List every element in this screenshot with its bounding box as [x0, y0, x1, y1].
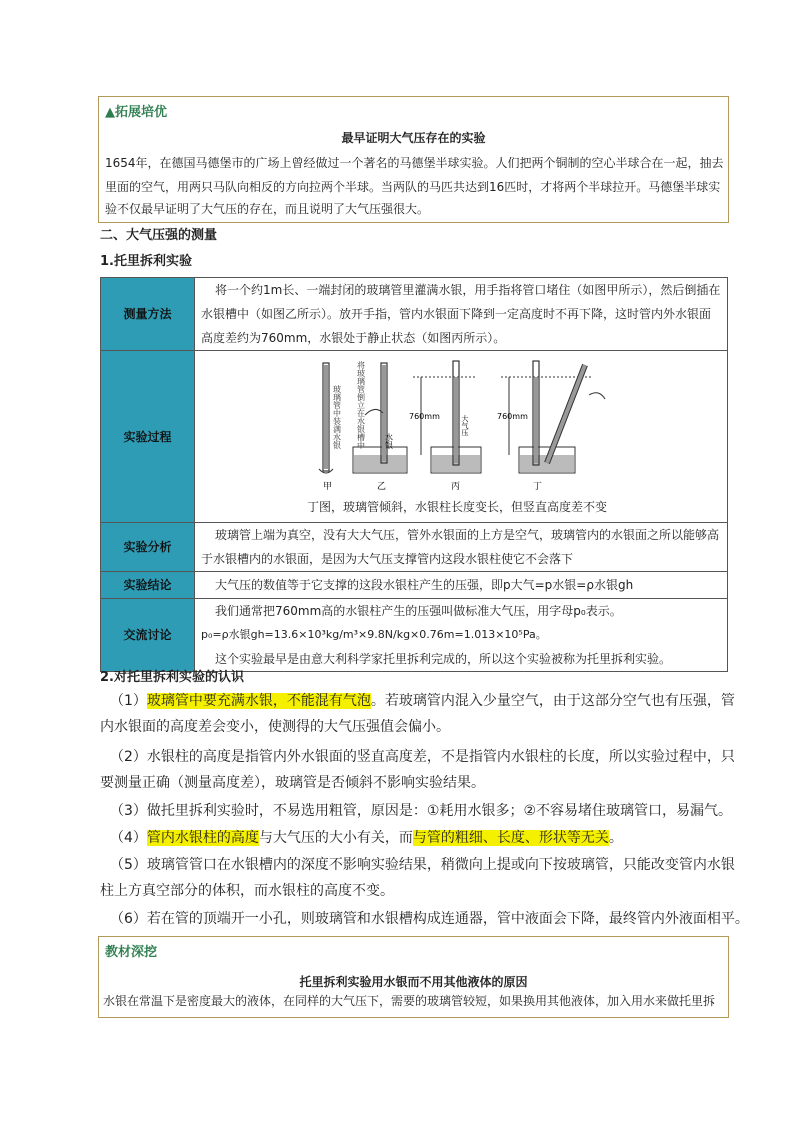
- row-text: 玻璃管上端为真空，没有大大气压，管外水银面的上方是空气，玻璃管内的水银面之所以能够高: [215, 528, 720, 542]
- label-jia: 甲: [323, 481, 333, 492]
- label-atm: 大气压: [461, 414, 469, 436]
- extension-line-3: 验不仅最早证明了大气压的存在，而且说明了大气压强很大。: [105, 202, 430, 216]
- highlight: 管内水银柱的高度: [146, 830, 259, 846]
- highlight: 玻璃管中要充满水银，不能混有气泡: [146, 693, 371, 709]
- extension-box: [98, 96, 729, 223]
- row-text: 水银槽中（如图乙所示）。放开手指，管内水银面下降到一定高度时不再下降，这时管内外水银面: [201, 307, 712, 321]
- textbook-box-title: 教材深挖: [105, 945, 158, 960]
- point-6: （6）若在管的顶端开一小孔，则玻璃管和水银槽构成连通器，管中液面会下降，最终管内外液面相平。: [110, 911, 749, 927]
- row-text: 高度差约为760mm，水银处于静止状态（如图丙所示）。: [201, 331, 506, 345]
- row-text: 我们通常把760mm高的水银柱产生的压强叫做标准大气压，用字母p₀表示。: [215, 604, 622, 618]
- table-row: [101, 351, 728, 523]
- point-3: （3）做托里拆利实验时，不易选用粗管，原因是：①耗用水银多；②不容易堵住玻璃管口，易漏气。: [110, 803, 733, 819]
- textbook-line: 水银在常温下是密度最大的液体，在同样的大气压下，需要的玻璃管较短，如果换用其他液体，加入用水来做托里拆: [103, 994, 716, 1008]
- point-1: （1）玻璃管中要充满水银，不能混有气泡。若玻璃管内混入少量空气，由于这部分空气也有压强，管 内水银面的高度差会变小，使测得的大气压强值会偏小。: [100, 693, 735, 735]
- table-row: [101, 572, 728, 599]
- row-text: 于水银槽内的水银面，是因为大气压支撑管内这段水银柱使它不会落下: [201, 552, 574, 566]
- subsection-heading-2: 2.对托里拆利实验的认识: [100, 670, 244, 685]
- row-text: p₀=ρ水银gh=13.6×10³kg/m³×9.8N/kg×0.76m=1.013×10⁵Pa。: [201, 628, 547, 641]
- table-row: [101, 599, 728, 672]
- diagram-vtext-1: 玻璃管中装满水银: [332, 384, 342, 449]
- extension-line-1: 1654年，在德国马德堡市的广场上曾经做过一个著名的马德堡半球实验。人们把两个铜制的空心半球合在一起，抽去: [105, 156, 724, 170]
- section-heading: 二、大气压强的测量: [100, 228, 218, 243]
- torricelli-diagram: [301, 355, 721, 495]
- point-2: （2）水银柱的高度是指管内外水银面的竖直高度差，不是指管内水银柱的长度，所以实验过程中，只 要测量正确（测量高度差），玻璃管是否倾斜不影响实验结果。: [100, 749, 735, 791]
- row-label: 实验结论: [101, 572, 195, 599]
- label-ding: 丁: [533, 481, 543, 492]
- label-760mm-2: 760mm: [497, 411, 528, 421]
- subsection-heading-1: 1.托里拆利实验: [100, 254, 192, 269]
- table-row: [101, 278, 728, 351]
- table-row: [101, 523, 728, 572]
- extension-line-2: 里面的空气，用两只马队向相反的方向拉两个半球。当两队的马匹共达到16匹时，才将两个半球拉开。马德堡半球实: [105, 180, 721, 194]
- diagram-caption: 丁图，玻璃管倾斜，水银柱长度变长，但竖直高度差不变: [307, 499, 608, 514]
- row-text: 大气压的数值等于它支撑的这段水银柱产生的压强，即p大气=p水银=ρ水银gh: [215, 578, 634, 592]
- row-label: 实验分析: [101, 523, 195, 572]
- row-label: 实验过程: [101, 351, 195, 523]
- row-text: 这个实验最早是由意大利科学家托里拆利完成的，所以这个实验被称为托里拆利实验。: [215, 652, 672, 666]
- extension-box-title: ▲拓展培优: [105, 105, 167, 120]
- highlight: 与管的粗细、长度、形状等无关: [412, 830, 609, 846]
- label-mercury: 水银: [384, 432, 394, 449]
- row-label: 交流讨论: [101, 599, 195, 672]
- row-label: 测量方法: [101, 278, 195, 351]
- label-760mm-1: 760mm: [409, 411, 440, 421]
- row-text: 将一个约1m长、一端封闭的玻璃管里灌满水银，用手指将管口堵住（如图甲所示），然后倒插在: [215, 283, 721, 297]
- label-yi: 乙: [377, 481, 387, 492]
- experiment-table: [100, 277, 728, 672]
- point-5: （5）玻璃管管口在水银槽内的深度不影响实验结果，稍微向上提或向下按玻璃管，只能改变管内水银 柱上方真空部分的体积，而水银柱的高度不变。: [100, 857, 735, 899]
- textbook-box-subtitle: 托里拆利实验用水银而不用其他液体的原因: [299, 975, 528, 989]
- textbook-box: [98, 936, 729, 1018]
- point-4: （4）管内水银柱的高度与大气压的大小有关，而与管的粗细、长度、形状等无关。: [110, 830, 623, 846]
- diagram-vtext-2: 将玻璃管倒立在水银槽中: [356, 360, 366, 449]
- label-bing: 丙: [451, 481, 461, 492]
- extension-box-subtitle: 最早证明大气压存在的实验: [341, 131, 486, 145]
